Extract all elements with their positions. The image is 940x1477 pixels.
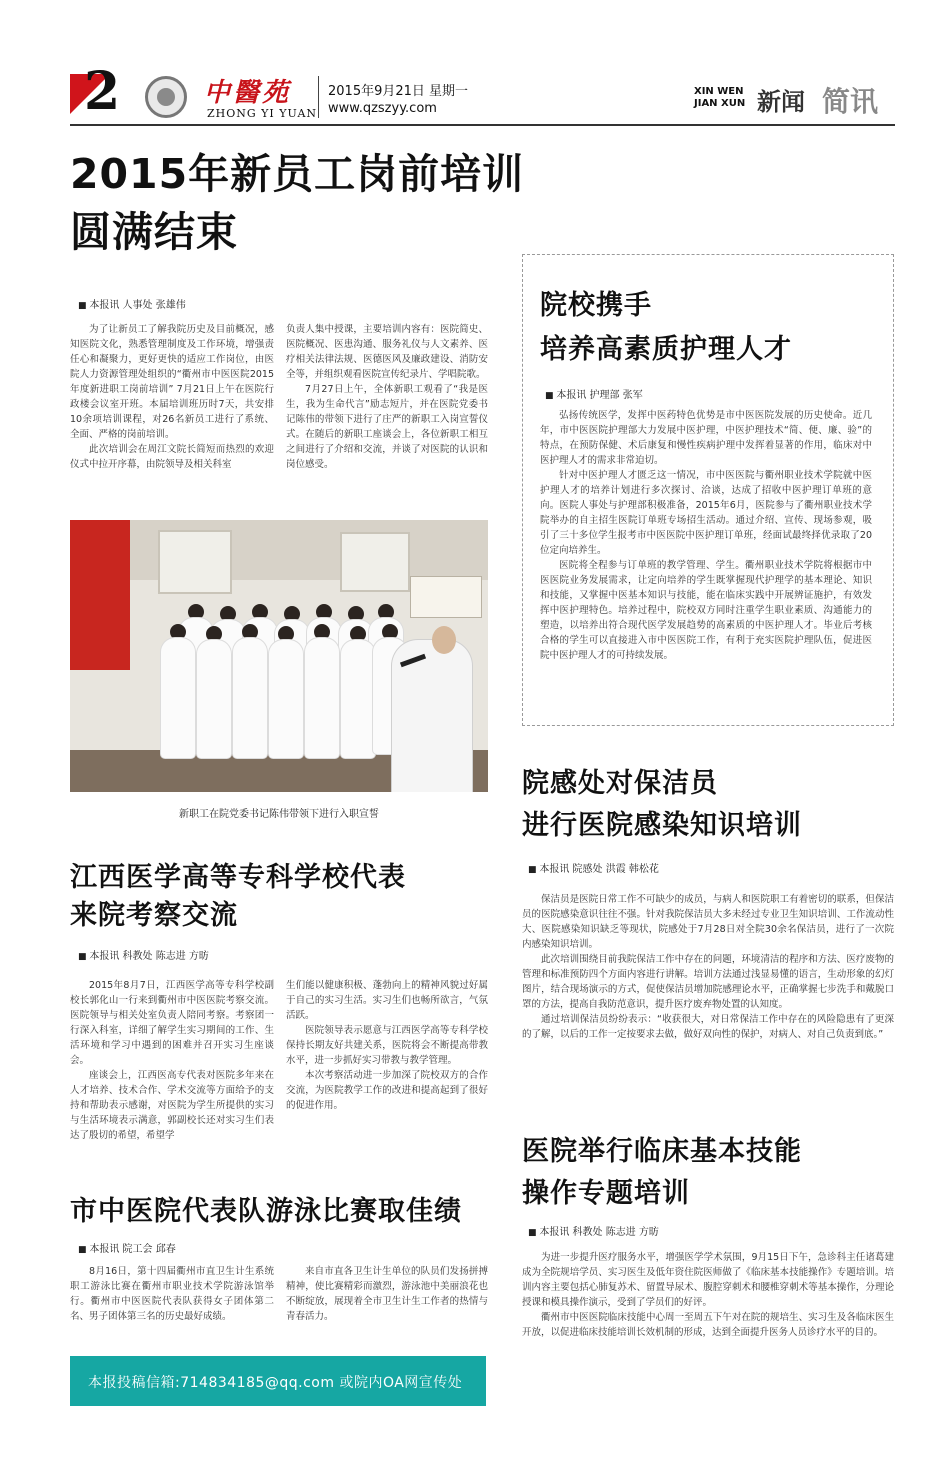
article4-byline: ■ 本报讯 科教处 陈志进 方昉 xyxy=(78,947,209,962)
submission-email-text: 本报投稿信箱:714834185@qq.com 或院内OA网宣传处 xyxy=(88,1375,463,1391)
section-name-cn-1: 新闻 xyxy=(757,87,805,116)
photo-caption: 新职工在院党委书记陈伟带领下进行入职宣誓 xyxy=(179,809,379,820)
article4-title xyxy=(70,860,406,934)
article6-byline: ■ 本报讯 科教处 陈志进 方昉 xyxy=(528,1223,659,1238)
article3-para1: 保洁员是医院日常工作不可缺少的成员，与病人和医院职工有着密切的联系，但保洁员的医院感染意识往往不强。针对我院保洁员大多未经过专业卫生知识培训、工作流动性大、医院感染知识缺乏等现状，院感处于7月28日对全院30余名保洁员，进行了一次院内感染知识培训。 xyxy=(522,894,894,950)
article4-title-line2: 来院考察交流 xyxy=(70,900,238,931)
article4-column-2 xyxy=(286,978,488,1166)
section-name-cn-2: 简讯 xyxy=(822,85,879,118)
article6-title-line1: 医院举行临床基本技能 xyxy=(522,1136,802,1167)
article3-byline: ■ 本报讯 院感处 洪霞 韩松花 xyxy=(528,860,659,875)
article6-title-line2: 操作专题培训 xyxy=(522,1178,690,1209)
article1-byline: ■ 本报讯 人事处 张雄伟 xyxy=(78,296,186,311)
masthead-rule xyxy=(70,124,895,126)
article1-title-line2: 圆满结束 xyxy=(70,208,238,256)
website-url: www.qzszyy.com xyxy=(328,101,437,116)
article3-para2: 此次培训围绕目前我院保洁工作中存在的问题，环境清洁的程序和方法、医疗废物的管理和标准预防四个方面内容进行讲解。培训方法通过浅显易懂的语言，生动形象的幻灯图片，结合现场演示的方式，促使保洁员增加院感理论水平，正确掌握七步洗手和戴脱口罩的方法，提高自我防范意识，提升医疗废弃物处置的认知度。 xyxy=(522,954,894,1010)
article4-title-line1: 江西医学高等专科学校代表 xyxy=(70,862,406,893)
masthead-divider xyxy=(318,76,319,118)
article1-title xyxy=(70,148,524,258)
article1-column-2 xyxy=(286,322,488,512)
brand-name-cn: 中醫苑 xyxy=(204,78,292,108)
article6-body xyxy=(522,1250,894,1380)
article4-col2-para1: 生们能以健康积极、蓬勃向上的精神风貌过好属于自己的实习生活。实习生们也畅所欲言，气氛活跃。 xyxy=(286,980,488,1021)
section-name-en-line2: JIAN XUN xyxy=(694,98,746,109)
wall-banner xyxy=(410,576,482,618)
issue-date: 2015年9月21日 星期一 xyxy=(328,84,469,99)
article2-title-line2: 培养高素质护理人才 xyxy=(540,334,792,365)
article3-title xyxy=(522,766,802,844)
article5-column-1 xyxy=(70,1264,274,1348)
article5-title: 市中医院代表队游泳比赛取佳绩 xyxy=(70,1196,462,1227)
article6-para1: 为进一步提升医疗服务水平，增强医学学术氛围，9月15日下午，急诊科主任诸葛建成为全院规培学员、实习医生及低年资住院医师做了《临床基本技能操作》专题培训。培训内容主要包括心肺复苏术、留置导尿术、腹腔穿刺术和腰椎穿刺术等基本操作，分理论授课和模具操作演示，受到了学员们的好评。 xyxy=(522,1252,894,1308)
article2-byline: ■ 本报讯 护理部 张军 xyxy=(545,386,643,401)
page-number: 2 xyxy=(84,61,121,122)
section-name-en-line1: XIN WEN xyxy=(694,86,744,97)
article1-col2-para1: 负责人集中授课，主要培训内容有：医院简史、医院概况、医患沟通、服务礼仪与人文素养、医疗相关法律法规、医德医风及廉政建设、消防安全等，并组织观看医院宣传纪录片、学唱院歌。 xyxy=(286,324,488,380)
article3-para3: 通过培训保洁员纷纷表示：“收获很大，对日常保洁工作中存在的风险隐患有了更深的了解，以后的工作一定按要求去做，做好双向性的保护，对病人、对自己负责到底。” xyxy=(522,1014,894,1040)
article5-byline: ■ 本报讯 院工会 邱春 xyxy=(78,1240,176,1255)
article2-title xyxy=(540,288,792,368)
article2-title-line1: 院校携手 xyxy=(540,290,652,321)
article4-column-1 xyxy=(70,978,274,1166)
article4-col2-para2: 医院领导表示愿意与江西医学高等专科学校保持长期友好共建关系，医院将会不断提高带教水平，进一步抓好实习带教与教学管理。 xyxy=(286,1025,488,1066)
section-name-en xyxy=(694,86,745,110)
article1-title-line1: 2015年新员工岗前培训 xyxy=(70,150,525,198)
hospital-logo-icon xyxy=(145,76,187,118)
oath-ceremony-photo xyxy=(70,520,488,792)
brand-name-en: ZHONG YI YUAN xyxy=(207,107,318,120)
article2-body xyxy=(540,408,872,714)
article4-col1-para2: 座谈会上，江西医高专代表对医院多年来在人才培养、技术合作、学术交流等方面给予的支持和帮助表示感谢，对医院为学生所提供的实习与生活环境表示满意，郭副校长还对实习生们表达了殷切的希望，希望学 xyxy=(70,1070,274,1141)
article1-col1-para1: 为了让新员工了解我院历史及目前概况，感知医院文化，熟悉管理制度及工作环境，增强责任心和凝聚力，更好更快的适应工作岗位，由医院人力资源管理处组织的“衢州市中医医院2015年度新进职工岗前培训” 7月21日上午在医院行政楼会议室开班。本届培训班历时7天，共安排10余项培训课程，对26名新员工进行了系统、全面、严格的岗前培训。 xyxy=(70,324,274,440)
article6-para2: 衢州市中医医院临床技能中心周一至周五下午对在院的规培生、实习生及各临床医生开放，以促进临床技能培训长效机制的形成，达到全面提升医务人员诊疗水平的目的。 xyxy=(522,1312,894,1338)
article4-col1-para1: 2015年8月7日，江西医学高等专科学校副校长郭化山一行来到衢州市中医医院考察交流。医院领导与相关处室负责人陪同考察。考察团一行深入科室，详细了解学生实习期间的工作、生活环境和学习中遇到的困难并召开实习生座谈会。 xyxy=(70,980,274,1066)
article4-col2-para3: 本次考察活动进一步加深了院校双方的合作交流，为医院教学工作的改进和提高起到了很好的促进作用。 xyxy=(286,1070,488,1111)
article1-col1-para2: 此次培训会在周江文院长简短而热烈的欢迎仪式中拉开序幕，由院领导及相关科室 xyxy=(70,444,274,470)
article6-title xyxy=(522,1134,802,1212)
article3-body xyxy=(522,892,894,1092)
article3-title-line1: 院感处对保洁员 xyxy=(522,768,718,799)
article5-col2-para1: 来自市直各卫生计生单位的队员们发扬拼搏精神，使比赛精彩而激烈，游泳池中美丽浪花也不断绽放，展现着全市卫生计生工作者的热情与青春活力。 xyxy=(286,1266,488,1322)
red-flag xyxy=(70,520,130,670)
article5-column-2 xyxy=(286,1264,488,1348)
article2-para3: 医院将全程参与订单班的教学管理、学生。衢州职业技术学院将根据市中医医院业务发展需求，让定向培养的学生既掌握现代护理学的基本理论、知识和技能，又掌握中医基本知识与技能，能在临床实践中开展辨证施护，有效发挥中医护理特色。培养过程中，院校双方同时注重学生职业素质、沟通能力的塑造，以培养出符合现代医学发展趋势的高素质的中医护理人才。毕业后考核合格的学生可以直接进入市中医医院工作，有利于充实医院护理队伍，促进医院中医护理人才的可持续发展。 xyxy=(540,560,872,661)
article1-col2-para2: 7月27日上午，全体新职工观看了“我是医生，我为生命代言”励志短片，并在医院党委书记陈伟的带领下进行了庄严的新职工入岗宣誓仪式。在随后的新职工座谈会上，各位新职工相互之间进行了介绍和交流，并谈了对医院的认识和岗位感受。 xyxy=(286,384,488,470)
article2-para1: 弘扬传统医学，发挥中医药特色优势是市中医医院发展的历史使命。近几年，市中医医院护理部大力发展中医护理，中医护理技术“简、便、廉、验”的特点，在预防保健、术后康复和慢性疾病护理中发挥着显著的作用，临床对中医护理人才的需求非常迫切。 xyxy=(540,410,872,466)
article1-column-1 xyxy=(70,322,274,512)
article5-col1-para1: 8月16日，第十四届衢州市直卫生计生系统职工游泳比赛在衢州市职业技术学院游泳馆举行。衢州市中医医院代表队获得女子团体第二名、男子团体第三名的历史最好成绩。 xyxy=(70,1266,274,1322)
article2-para2: 针对中医护理人才匮乏这一情况，市中医医院与衢州职业技术学院就中医护理人才的培养计划进行多次探讨、洽谈，达成了招收中医护理订单班的意向。医院人事处与护理部积极准备，2015年6月，医院参与了衢州职业技术学院举办的自主招生医院订单班专场招生活动。通过介绍、宣传、现场参观，吸引了三十多位学生报考市中医医院中医护理订单班，经面试最终择优录取了20位定向培养生。 xyxy=(540,470,872,556)
article3-title-line2: 进行医院感染知识培训 xyxy=(522,810,802,841)
